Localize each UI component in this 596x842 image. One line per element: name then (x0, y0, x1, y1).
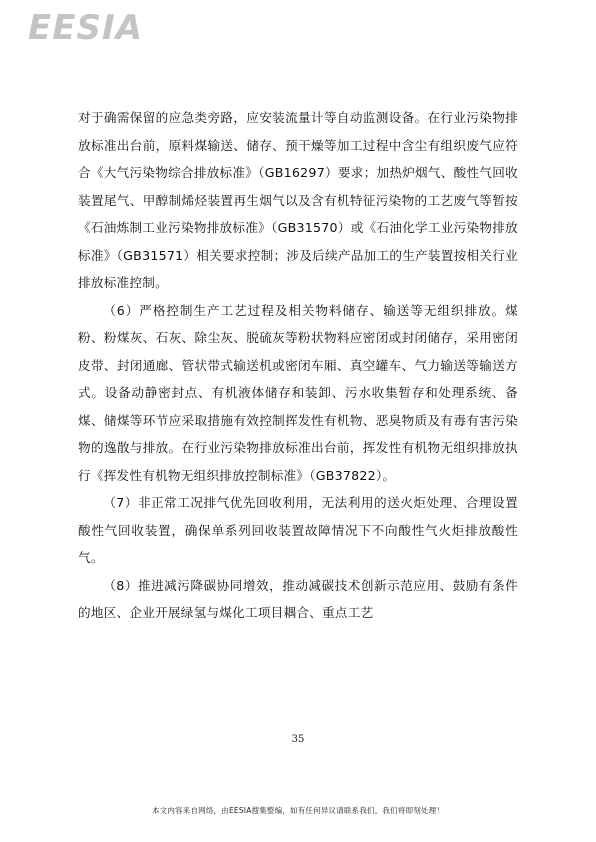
paragraph-item-7: （7）非正常工况排气优先回收利用，无法利用的送火炬处理、合理设置酸性气回收装置，确保单系列回收装置故障情况下不向酸性气火炬排放酸性气。 (78, 495, 518, 565)
paragraph-item-6: （6）严格控制生产工艺过程及相关物料储存、输送等无组织排放。煤粉、粉煤灰、石灰、除尘灰、脱硫灰等粉状物料应密闭或封闭储存，采用密闭皮带、封闭通廊、管状带式输送机或密闭车厢、真空罐车、气力输送等输送方式。设备动静密封点、有机液体储存和装卸、污水收集暂存和处理系统、备煤、储煤等环节应采取措施有效控制挥发性有机物、恶臭物质及有毒有害污染物的逸散与排放。在行业污染物排放标准出台前，挥发性有机物无组织排放执行《挥发性有机物无组织排放控制标准》（GB37822）。 (78, 302, 518, 483)
paragraph-bypass-monitoring: 对于确需保留的应急类旁路，应安装流量计等自动监测设备。在行业污染物排放标准出台前，原料煤输送、储存、预干燥等加工过程中含尘有组织废气应符合《大气污染物综合排放标准》（GB16297）要求；加热炉烟气、酸性气回收装置尾气、甲醇制烯烃装置再生烟气以及含有机特征污染物的工艺废气等暂按《石油炼制工业污染物排放标准》（GB31570）或《石油化学工业污染物排放标准》（GB31571）相关要求控制；涉及后续产品加工的生产装置按相关行业排放标准控制。 (78, 110, 518, 290)
page-number: 35 (291, 734, 305, 745)
eesia-logo: EESIA (28, 8, 143, 48)
footer-disclaimer: 本文内容来自网络，由EESIA搜集整编，如有任何异议请联系我们，我们将即刻处理！ (151, 806, 445, 815)
paragraph-item-8: （8）推进减污降碳协同增效，推动减碳技术创新示范应用、鼓励有条件的地区、企业开展绿氢与煤化工项目耦合、重点工艺 (78, 577, 518, 620)
document-body (78, 104, 518, 627)
